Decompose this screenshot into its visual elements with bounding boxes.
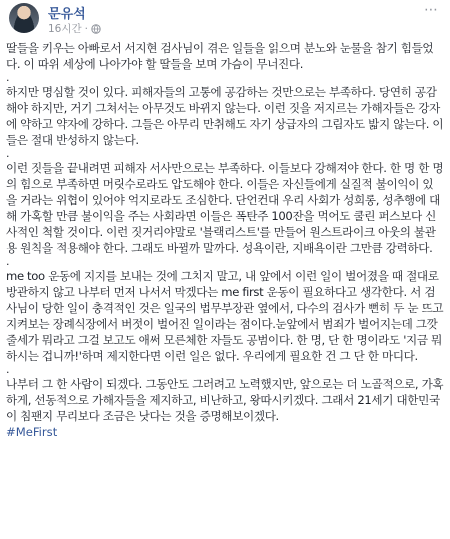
post-meta xyxy=(48,21,101,36)
post-paragraph-3: 이런 짓들을 끝내려면 피해자 서사만으로는 부족하다. 이들보다 강해져야 한다. 한 명 한 명의 힘으로 부족하면 머릿수로라도 압도해야 한다. 이들은 자신들에게 실질적 불이익이 있을 거라는 위협이 있어야 억지로라도 조심한다. 단언컨대 우리 사회가 성희롱, 성추행에 대해 가혹할 만큼 불이익을 주는 사회라면 이들은 폭탄주 100잔을 먹어도 쿨린 퍼스보다 신사적인 척할 것이다. 이런 짓거리야말로 '블랙리스트'를 만들어 원스트라이크 아웃의 불관용 원칙을 적용해야 한다. 그래도 바뀔까 말까다. 성욕이란, 지배욕이란 그만큼 강력하다. xyxy=(6,161,444,255)
post-paragraph-4: me too 운동에 지지를 보내는 것에 그치지 말고, 내 앞에서 이런 일이 벌어졌을 때 절대로 방관하지 않고 나부터 먼저 나서서 막겠다는 me first 운동이 필요하다고 생각한다. 서 검사님이 당한 일이 충격적인 것은 일국의 법무부장관 옆에서, 다수의 검사가 뻔히 두 눈 뜨고 지켜보는 장례식장에서 버젓이 벌어진 일이라는 점이다.눈앞에서 범죄가 벌어지는데 그깟 줄세가 뭐라고 그걸 보고도 애써 모른체한 자들도 공범이다. 한 명, 단 한 명이라도 '지금 뭐하시는 겁니까!'하며 제지한다면 이런 일은 없다. 우리에게 필요한 건 그 단 한 마디다. xyxy=(6,269,444,363)
post-paragraph-2: 하지만 명심할 것이 있다. 피해자들의 고통에 공감하는 것만으로는 부족하다. 당연히 공감해야 하지만, 거기 그쳐서는 아무것도 바뀌지 않는다. 이런 짓을 저지르는 가해자들은 강자에 약하고 약자에 강하다. 그들은 아무리 만취해도 자기 상급자의 그림자도 밟지 않는다. 이들은 절대 반성하지 않는다. xyxy=(6,85,444,147)
avatar[interactable] xyxy=(9,3,39,33)
post-paragraph-1: 딸들을 키우는 아빠로서 서지현 검사님이 겪은 일들을 읽으며 분노와 눈물을 참기 힘들었다. 이 따위 세상에 나아가야 할 딸들을 보며 가슴이 무너진다. xyxy=(6,41,434,71)
post-body xyxy=(6,40,444,440)
post-paragraph-5: 나부터 그 한 사람이 되겠다. 그동안도 그러려고 노력했지만, 앞으로는 더 노골적으로, 가혹하게, 선동적으로 가해자들을 제지하고, 비난하고, 왕따시키겠다. 그래서 21세기 대한민국이 침팬지 무리보다 조금은 낫다는 것을 증명해보이겠다. xyxy=(6,377,444,423)
more-options-icon[interactable]: ⋯ xyxy=(424,2,438,18)
post-header xyxy=(6,0,444,40)
meta-separator: · xyxy=(84,22,88,35)
paragraph-separator: . xyxy=(6,71,10,84)
post-time[interactable]: 16시간 xyxy=(48,23,82,35)
author-name[interactable]: 문유석 xyxy=(48,7,86,22)
paragraph-separator: . xyxy=(6,147,10,160)
globe-icon[interactable] xyxy=(91,24,101,34)
hashtag-link[interactable]: #MeFirst xyxy=(6,425,58,439)
paragraph-separator: . xyxy=(6,363,10,376)
paragraph-separator: . xyxy=(6,255,10,268)
